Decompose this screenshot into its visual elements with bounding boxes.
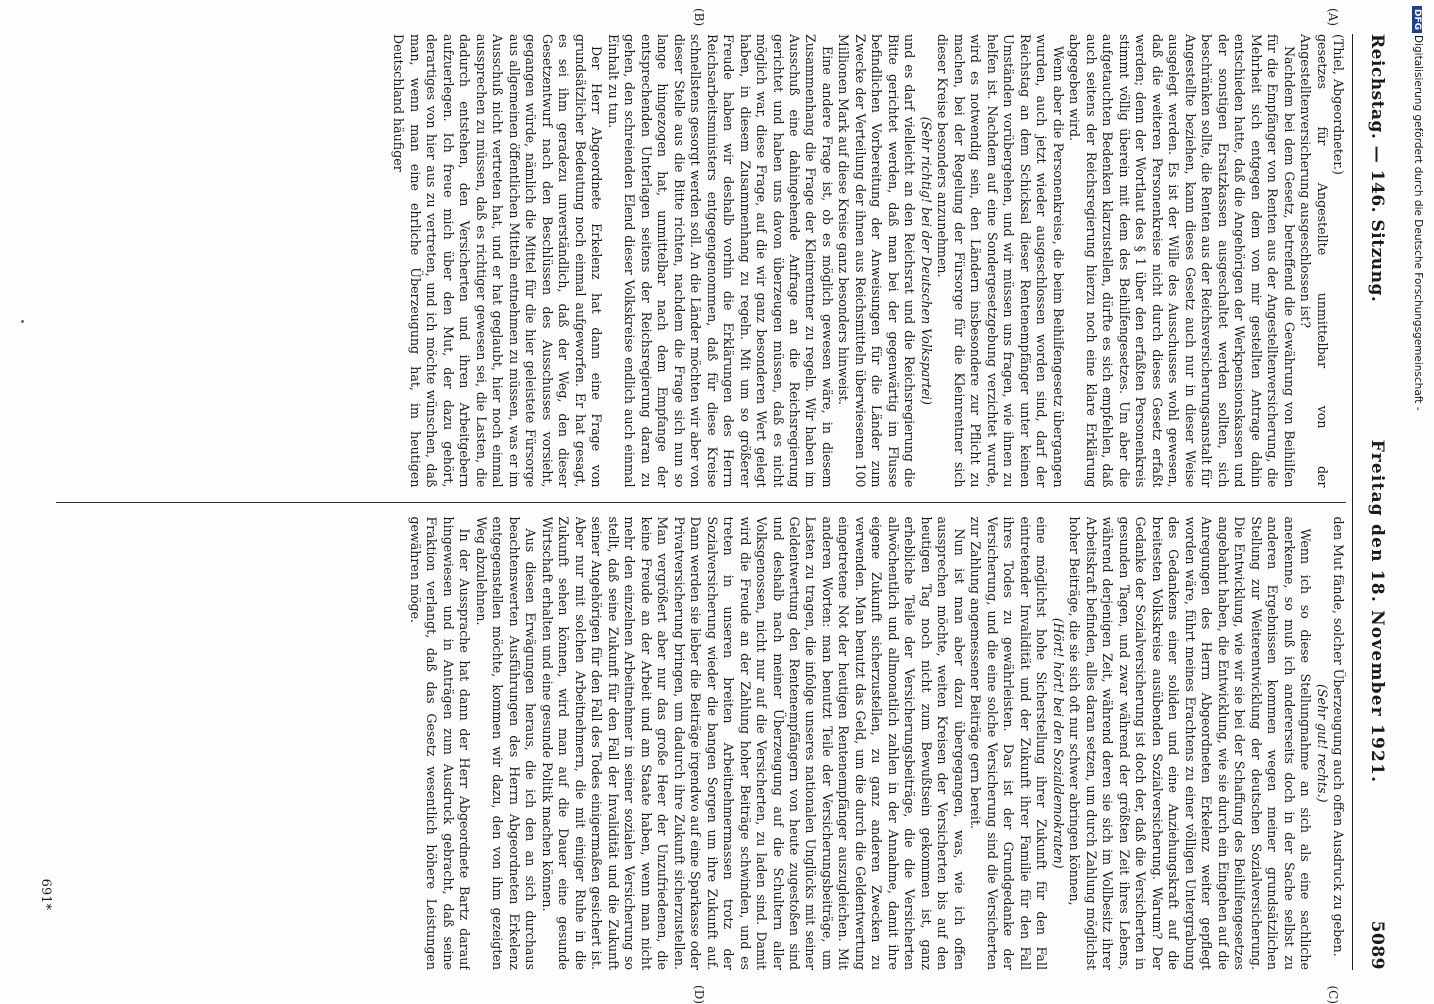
paragraph: In der Aussprache hat dann der Herr Abgeordnete Bartz darauf hingewiesen und in Anträgen zum Ausdruck gebracht, daß seine Fraktion verlangt, daß das Gesetz wesentlich höhere Leistungen gewähren möge.: [407, 516, 473, 970]
paragraph: gesetzes für Angestellte unmittelbar von der Angestelltenversicherung ausgeschlossen ist?: [1298, 34, 1330, 488]
paragraph: Wenn aber die Personenkreise, die beim Beihilfengesetz übergangen wurden, auch jetzt wieder ausgeschlossen worden sind, darf der Reichstag an dem Schicksal dieser Rentenempfänger unter keinen Umständen vorübergehen, und wir müssen uns fragen, wie ihnen zu helfen ist. Nachdem auf eine Sondergesetzgebung verzichtet wurde, wird es notwendig sein, den Ländern insbesondere zur Pflicht zu machen, bei der Regelung der Fürsorge für die Kleinrentner sich dieser Kreise besonders anzunehmen.: [935, 34, 1066, 488]
left-column: [46, 34, 1346, 488]
paragraph: Nun ist man aber dazu übergegangen, was, wie ich offen aussprechen möchte, weiten Kreisen der Versicherten bis auf den heutigen Tag noch nicht zum Bewußtsein gekommen ist, ganz erhebliche Teile der Versicherungsbeiträge, die die Versicherten allwöchentlich und allmonatlich zahlen in der Annahme, damit ihre eigene Zukunft sicherzustellen, zu ganz anderen Zwecken zu verwenden. Man benutzt das Geld, um die durch die Geldentwertung eingetretene Not der heutigen Rentenempfänger auszugleichen. Mit anderen Worten: man benutzt Teile der Versicherungsbeiträge, um Lasten zu tragen, die infolge unseres nationalen Unglücks mit seiner Geldentwertung den Rentenempfängern von heute zugestoßen sind und deshalb nach meiner Überzeugung auf die Schultern aller Volksgenossen, nicht nur auf die Versicherten, zu laden sind. Damit wird die Freude an der Zahlung hoher Beiträge schwinden, und es treten in unseren breiten Arbeitnehmermassen trotz der Sozialversicherung wieder die bangen Sorgen um ihre Zukunft auf. Dann werden sie lieber die Beiträge irgendwo auf eine Sparkasse oder Privatversicherung bringen, um dadurch ihre Zukunft sicherzustellen. Man vergrößert aber nur das große Heer der Unzufriedenen, die keine Freude an der Arbeit und am Staate haben, wenn man nicht mehr den einzelnen Arbeitnehmer in seiner sozialen Versicherung so stellt, daß seine Zukunft für den Fall der Invalidität und die Zukunft seiner Angehörigen für den Fall des Todes einigermaßen gesichert ist. Aber nur mit solchen Arbeitnehmern, die mit einiger Ruhe in die Zukunft sehen können, wird man auf die Dauer eine gesunde Wirtschaft erhalten und eine gesunde Politik machen können.: [539, 516, 967, 970]
header-session: Reichstag. — 146. Sitzung.: [1367, 34, 1387, 303]
interjection: (Sehr richtig! bei der Deutschen Volkspartei): [918, 116, 934, 405]
paragraph: Aus diesen Erwägungen heraus, die ich den an sich durchaus beachtenswerten Ausführungen des Herrn Abgeordneten Erkelenz entgegenstellen möchte, kommen wir dazu, den von ihm gezeigten Weg abzulehnen.: [473, 516, 539, 970]
digitization-text: Digitalisierung gefördert durch die Deutsche Forschungsgemeinschaft -: [1412, 35, 1424, 411]
paragraph: und es darf vielleicht an den Reichsrat und die Reichsregierung die Bitte gerichtet werden, daß man bei der gegenwärtig im Flusse befindlichen Vorbereitung der Anweisungen für die Länder zum Zwecke der Verteilung der ihnen aus Reichsmitteln überwiesenen 100 Millionen Mark auf diese Kreise ganz besonders hinweist.: [836, 34, 918, 488]
paragraph: Der Herr Abgeordnete Erkelenz hat dann eine Frage von grundsätzlicher Bedeutung noch einmal aufgeworfen. Er hat gesagt, es sei ihm geradezu unverständlich, daß der Weg, den dieser Gesetzentwurf nach den Beschlüssen des Ausschusses vorsieht, gegangen würde, nämlich die Mittel für die hier geleistete Fürsorge aus allgemeinen öffentlichen Mitteln entnehmen zu müssen, was er im Ausschuß nicht vertreten hat, und er hat geglaubt, hier noch einmal aussprechen zu müssen, daß es richtiger gewesen sei, die Lasten, die dadurch entstehen, den Versicherten und ihren Arbeitgebern aufzuerlegen. Ich freue mich über den Mut, der dazu gehört, derartiges von hier aus zu vertreten, und ich möchte wünschen, daß man, wenn man eine ehrliche Überzeugung hat, im heutigen Deutschland häufiger: [391, 34, 605, 488]
paragraph: Eine andere Frage ist, ob es möglich gewesen wäre, in diesem Zusammenhang die Frage der Kleinrentner zu regeln. Wir haben im Ausschuß eine dahingehende Anfrage an die Reichsregierung gerichtet und haben uns davon überzeugen müssen, daß es nicht möglich war, diese Frage, auf die wir ganz besonderen Wert gelegt haben, in diesem Zusammenhang zu regeln. Mit um so größerer Freude haben wir deshalb vorhin die Erklärungen des Herrn Reichsarbeitsministers entgegengenommen, daß für diese Kreise schnellstens gesorgt werden soll. An die Länder möchten wir aber von dieser Stelle aus die Bitte richten, nachdem die Frage sich nun so lange hingezogen hat, unmittelbar nach dem Empfange der entsprechenden Unterlagen seitens der Reichsregierung daran zu gehen, den schreienden Elend dieser Volkskreise endlich auch einmal Einhalt zu tun.: [605, 34, 835, 488]
margin-mark-c: (C): [1326, 985, 1340, 1004]
page-number: 5089: [1367, 920, 1387, 970]
right-column: [46, 517, 1346, 971]
rotated-newspaper-sheet: [9, 0, 1409, 1004]
interjection: (Sehr gut! rechts.): [1314, 683, 1330, 803]
header-date: Freitag den 18. November 1921.: [1367, 439, 1387, 784]
paragraph: eine möglichst hohe Sicherstellung ihrer Zukunft für den Fall eintretender Invalidität und der Zukunft ihrer Familie für den Fall ihres Todes zu gewährleisten. Das ist der Grundgedanke der Versicherung, und die eine solche Versicherung sind die Versicherten zur Zahlung angemessener Beiträge gern bereit.: [968, 516, 1050, 970]
margin-mark-a: (A): [1326, 8, 1340, 27]
paragraph: Nachdem bei dem Gesetz, betreffend die Gewährung von Beihilfen für die Empfänger von Renten aus der Angestelltenversicherung, die Mehrheit sich entgegen dem von mir gestellten Antrage dahin entschieden hatte, daß die Angehörigen der Werkpensionskassen und der sonstigen Ersatzkassen ausgeschaltet werden sollten, sich beschränken sollte, die Renten aus der Reichsversicherungsanstalt für Angestellte beziehen, kann dieses Gesetz auch nur in dieser Weise ausgelegt werden. Es ist der Wille des Ausschusses wohl gewesen, daß die weiteren Personenkreise nicht durch dieses Gesetz erfaßt werden; denn der Wortlaut des § 1 über den erfaßten Personenkreis stimmt völlig überein mit dem des Beihilfengesetzes. Um aber die aufgetauchten Bedenken klarzustellen, dürfte es sich empfehlen, daß auch seitens der Reichsregierung hierzu noch eine klare Erklärung abgegeben wird.: [1067, 34, 1297, 488]
paragraph: Wenn ich so diese Stellungnahme an sich als eine sachliche anerkenne, so muß ich andererseits doch in der Sache selbst zu anderen Ergebnissen kommen wegen meiner grundsätzlichen Stellung zur Weiterentwicklung der deutschen Sozialversicherung. Die Entwicklung, wie wir sie bei der Schaffung des Beihilfengesetzes angebahnt haben, die Entwicklung, wie sie durch ein Eingehen auf die Anregungen des Herrn Abgeordneten Erkelenz weiter gepflegt worden wäre, führt meines Erachtens zu einer völligen Untergrabung des Gedankens einer soliden und eine Anziehungskraft auf die breitesten Volkskreise ausübenden Sozialversicherung. Warum? Der Gedanke der Sozialversicherung ist doch der, daß die Versicherten in gesunden Tagen, und zwar während der größten Zeit ihres Lebens, während derjenigen Zeit, während deren sie sich im Vollbesitz ihrer Arbeitskraft befinden, alles daran setzen, um durch Zahlung möglichst hoher Beiträge, die sie sich oft nur schwer abringen können,: [1067, 516, 1314, 970]
signature-mark: 691*: [38, 878, 53, 910]
margin-mark-d: (D): [692, 985, 706, 1004]
margin-mark-b: (B): [692, 8, 706, 27]
paragraph: den Mut fände, solcher Überzeugung auch offen Ausdruck zu geben.: [1331, 516, 1346, 957]
column-divider: [56, 502, 1346, 503]
page-header: [1352, 34, 1387, 970]
text-columns: [38, 8, 1346, 1004]
dfg-logo-icon: DFG: [1412, 6, 1422, 33]
speaker-name: (Thiel, Abgeordneter.): [1331, 34, 1346, 175]
interjection: (Hört! hört! bei den Sozialdemokraten): [1050, 617, 1066, 869]
digitization-note: [1406, 6, 1426, 986]
